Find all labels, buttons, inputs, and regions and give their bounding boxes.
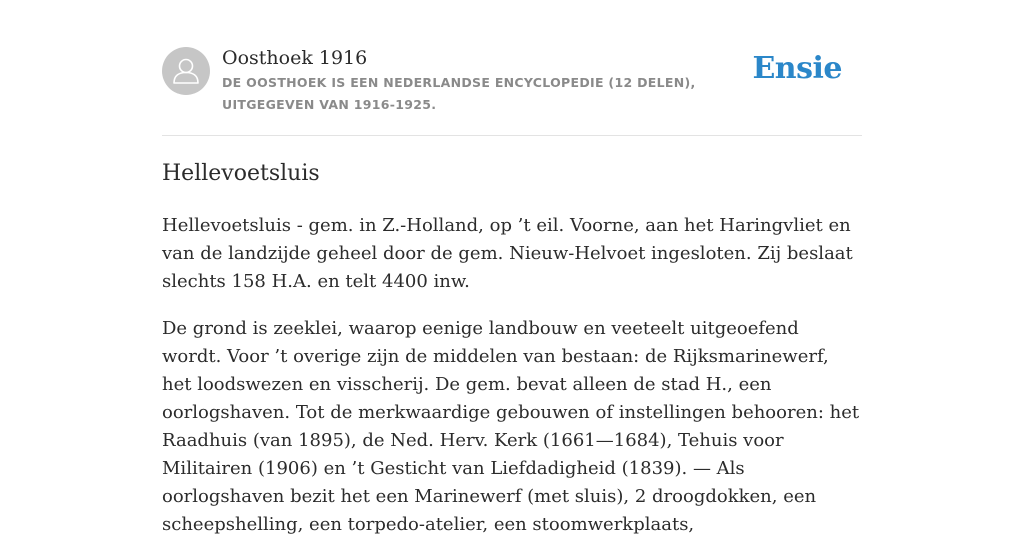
source-header [162, 0, 862, 136]
source-name[interactable]: Oosthoek 1916 [222, 47, 368, 69]
article-title: Hellevoetsluis [162, 161, 320, 186]
source-description: DE OOSTHOEK IS EEN NEDERLANDSE ENCYCLOPEDIE (12 DELEN), UITGEGEVEN VAN 1916-1925. [222, 75, 696, 112]
article-body [162, 212, 862, 558]
user-icon [162, 47, 210, 95]
article-paragraph: Hellevoetsluis - gem. in Z.-Holland, op ’t eil. Voorne, aan het Haringvliet en van de landzijde geheel door de gem. Nieuw-Helvoet ingesloten. Zij beslaat slechts 158 H.A. en telt 4400 inw. [162, 215, 853, 292]
article-paragraph: De grond is zeeklei, waarop eenige landbouw en veeteelt uitgeoefend wordt. Voor ’t overige zijn de middelen van bestaan: de Rijksmarinewerf, het loodswezen en visscherij. De gem. bevat alleen de stad H., een oorlogshaven. Tot de merkwaardige gebouwen of instellingen behooren: het Raadhuis (van 1895), de Ned. Herv. Kerk (1661—1684), Tehuis voor Militairen (1906) en ’t Gesticht van Liefdadigheid (1839). — Als oorlogshaven bezit het een Marinewerf (met sluis), 2 droogdokken, een scheepshelling, een torpedo-atelier, een stoomwerkplaats, [162, 318, 860, 535]
avatar[interactable] [162, 47, 210, 95]
ensie-logo[interactable]: Ensie [752, 51, 842, 86]
content-container [162, 0, 862, 535]
